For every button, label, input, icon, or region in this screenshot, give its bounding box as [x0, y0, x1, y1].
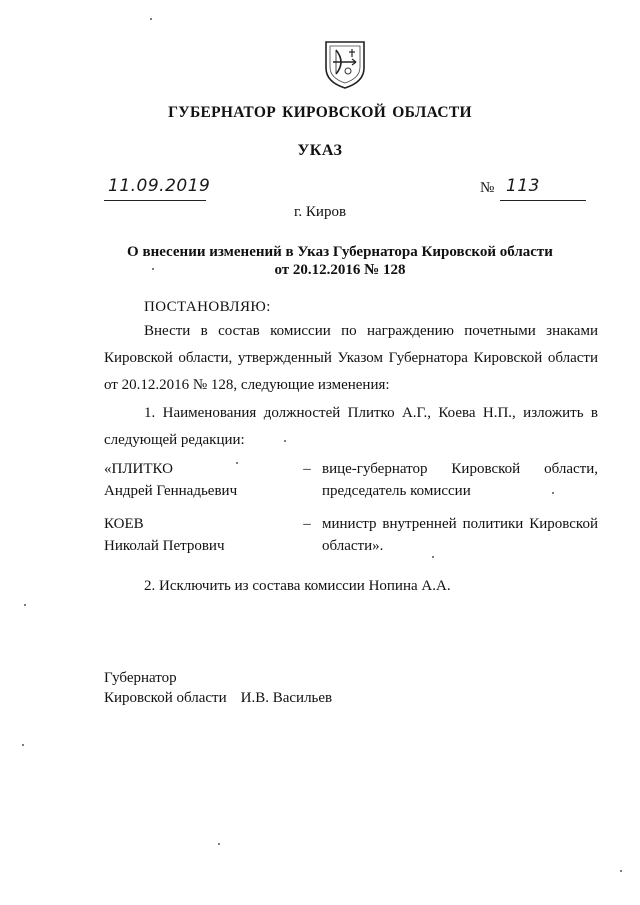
member-role-plitko: вице-губернатор Кировской области, председатель комиссии	[322, 461, 598, 499]
city-line: г. Киров	[293, 204, 347, 220]
scan-speck	[620, 870, 622, 872]
signature-block	[104, 668, 332, 708]
scan-speck	[218, 843, 220, 845]
member-surname: КОЕВ	[104, 516, 144, 532]
item-1-paragraph	[104, 400, 598, 454]
scan-speck	[22, 744, 24, 746]
decree-subject	[60, 243, 620, 279]
scan-speck	[284, 440, 286, 442]
coat-of-arms-icon	[322, 38, 368, 90]
scan-speck	[150, 18, 152, 20]
number-field	[500, 176, 586, 201]
item-1-text: 1. Наименования должностей Плитко А.Г., Коева Н.П., изложить в следующей редакции:	[104, 405, 598, 448]
issuing-authority: ГУБЕРНАТОР КИРОВСКОЙ ОБЛАСТИ	[168, 104, 472, 121]
date-field	[104, 176, 211, 201]
member-dash: –	[303, 461, 311, 477]
resolve-word: ПОСТАНОВЛЯЮ:	[144, 299, 271, 315]
member-given-names: Николай Петрович	[104, 538, 225, 554]
handwritten-number: 113	[506, 176, 540, 196]
signer-title-text: Кировской области	[104, 690, 227, 706]
handwritten-date: 11.09.2019	[108, 176, 211, 196]
number-sign: №	[480, 180, 495, 196]
document-type: УКАЗ	[297, 142, 343, 159]
signer-title-line-1: Губернатор	[104, 670, 177, 686]
scan-speck	[236, 462, 238, 464]
member-surname: «ПЛИТКО	[104, 461, 173, 477]
member-name-plitko	[104, 458, 284, 502]
scan-speck	[552, 492, 554, 494]
subject-line-2: от 20.12.2016 № 128	[274, 262, 406, 278]
signer-name: И.В. Васильев	[240, 690, 333, 706]
scan-speck	[432, 556, 434, 558]
signer-title-line-2	[104, 688, 332, 708]
subject-line-1: О внесении изменений в Указ Губернатора Кировской области	[127, 244, 553, 260]
member-name-koev	[104, 513, 284, 557]
item-2-paragraph: 2. Исключить из состава комиссии Нопина А.А.	[144, 578, 451, 594]
intro-paragraph	[104, 318, 598, 399]
scan-speck	[24, 604, 26, 606]
member-role-koev: министр внутренней политики Кировской области».	[322, 516, 598, 554]
member-dash: –	[303, 516, 311, 532]
intro-text: Внести в состав комиссии по награждению почетными знаками Кировской области, утвержденный Указом Губернатора Кировской области от 20.12.2016 № 128, следующие изменения:	[104, 323, 598, 393]
scan-speck	[152, 268, 154, 270]
member-given-names: Андрей Геннадьевич	[104, 483, 238, 499]
